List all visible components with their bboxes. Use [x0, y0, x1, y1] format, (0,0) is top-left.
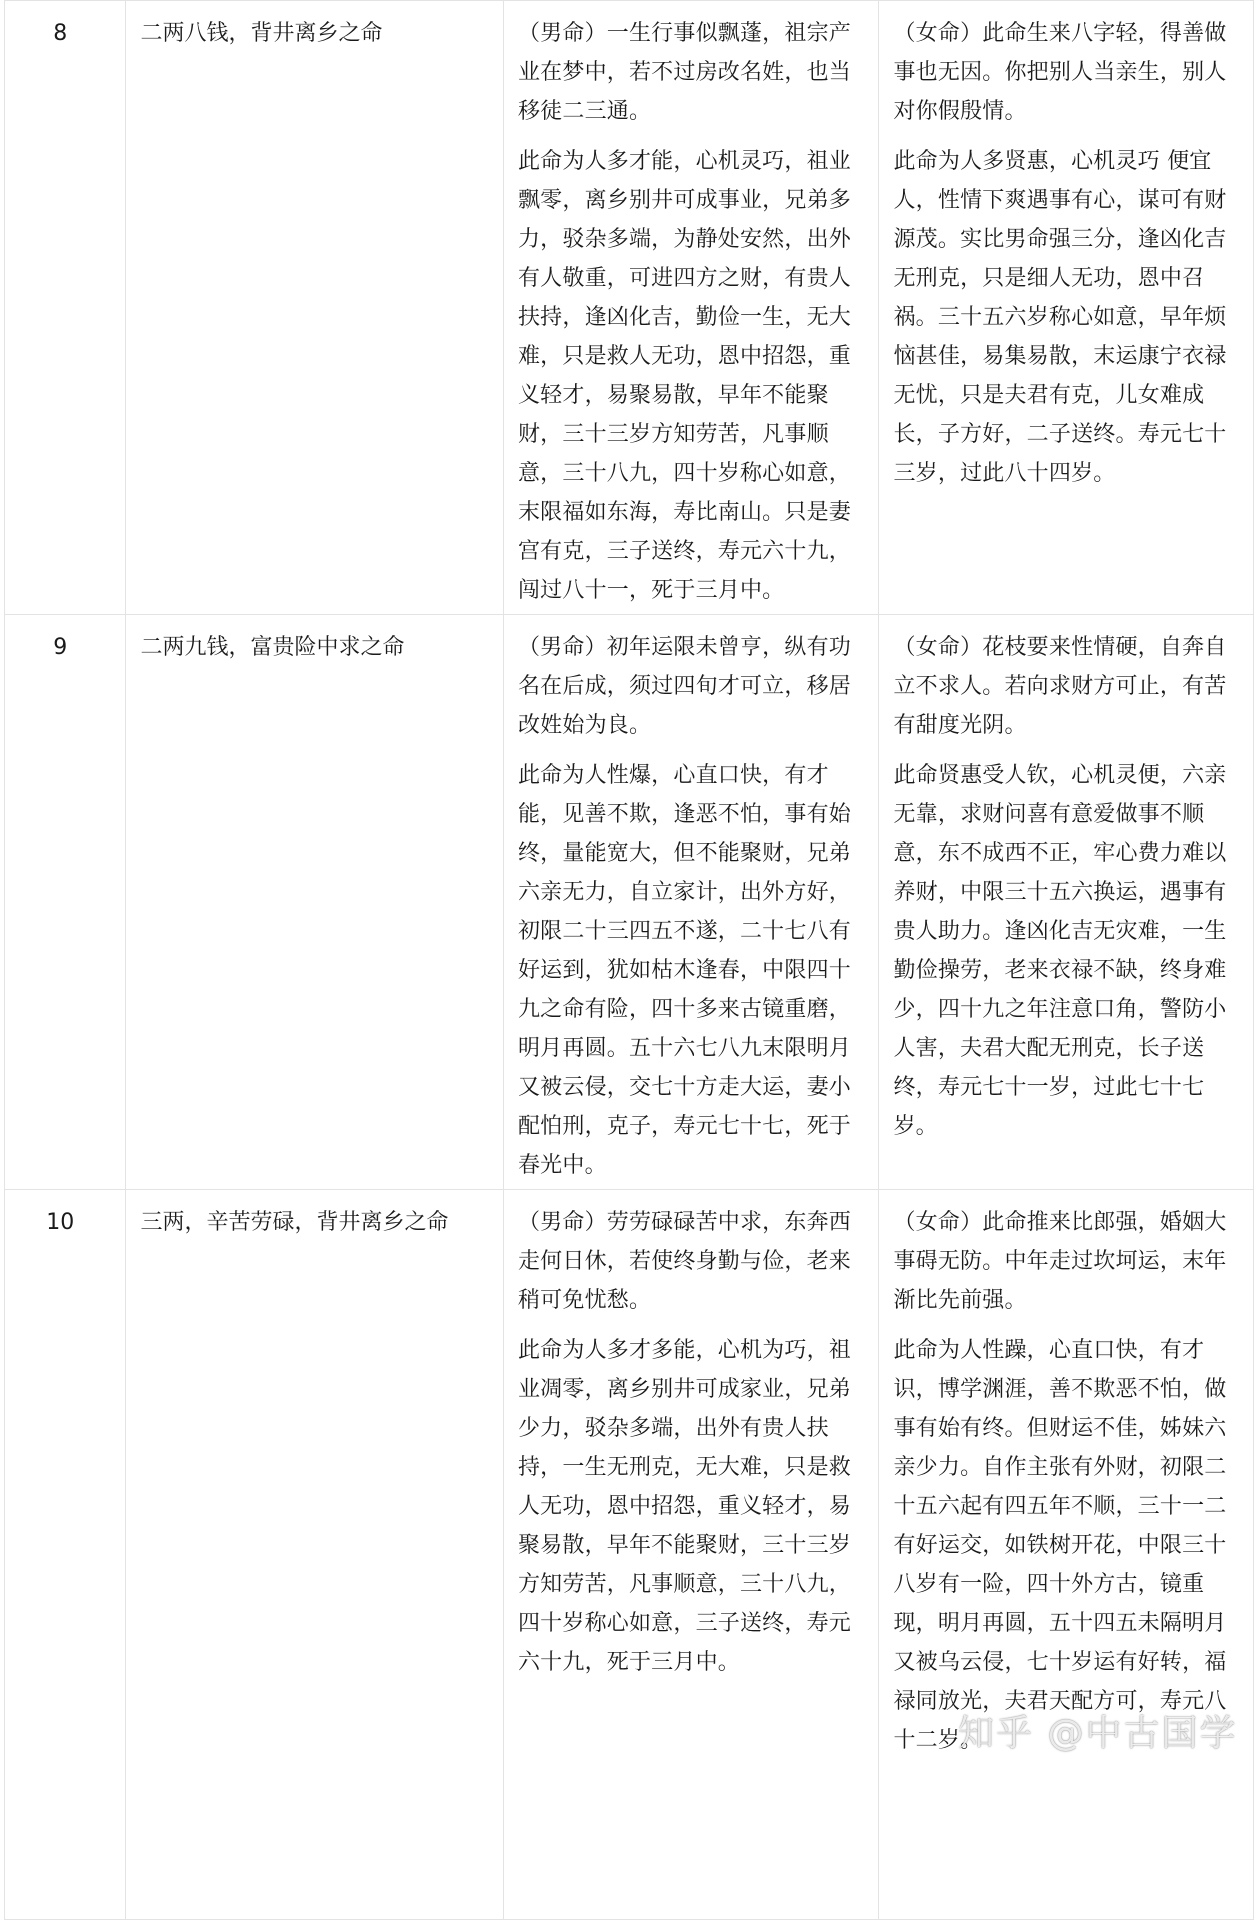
male-poem: （男命）初年运限未曾亨，纵有功名在后成，须过四旬才可立，移居改姓始为良。	[517, 635, 851, 738]
male-poem: （男命）劳劳碌碌苦中求，东奔西走何日休，若使终身勤与俭，老来稍可免忧愁。	[517, 1210, 851, 1313]
female-fortune-cell	[879, 1, 1254, 615]
male-detail: 此命为人多才能，心机灵巧，祖业飘零，离乡别井可成事业，兄弟多力，驳杂多端，为静处安然，出外有人敬重，可进四方之财，有贵人扶持，逢凶化吉，勤俭一生，无大难，只是救人无功，恩中招怨，重义轻才，易聚易散，早年不能聚财，三十三岁方知劳苦，凡事顺意，三十八九，四十岁称心如意，末限福如东海，寿比南山。只是妻宫有克，三子送终，寿元六十九，闯过八十一，死于三月中。	[517, 149, 851, 603]
male-fortune-cell	[503, 1190, 879, 1920]
male-fortune-cell	[503, 1, 879, 615]
row-number	[5, 615, 126, 1190]
table-row	[5, 615, 1254, 1190]
weight-cell: 二两八钱，背井离乡之命	[126, 1, 504, 615]
table-row	[5, 1, 1254, 615]
female-detail: 此命为人性躁，心直口快，有才识，博学渊涯，善不欺恶不怕，做事有始有终。但财运不佳，姊妹六亲少力。自作主张有外财，初限二十五六起有四五年不顺，三十一二有好运交，如铁树开花，中限三十八岁有一险，四十外方古，镜重现，明月再圆，五十四五未隔明月又被乌云侵，七十岁运有好转，福禄同放光，夫君天配方可，寿元八十二岁。	[893, 1338, 1227, 1753]
row-number	[5, 1190, 126, 1920]
female-detail: 此命为人多贤惠，心机灵巧 便宜人，性情下爽遇事有心，谋可有财源茂。实比男命强三分，逢凶化吉无刑克，只是细人无功，恩中召祸。三十五六岁称心如意，早年烦恼甚佳，易集易散，末运康宁衣禄无忧，只是夫君有克，儿女难成长，子方好，二子送终。寿元七十三岁，过此八十四岁。	[893, 149, 1227, 486]
fortune-table	[4, 0, 1254, 1920]
female-poem: （女命）此命生来八字轻，得善做事也无因。你把别人当亲生，别人对你假殷情。	[893, 21, 1227, 124]
row-number-text: 8	[53, 21, 68, 46]
male-poem: （男命）一生行事似飘蓬，祖宗产业在梦中，若不过房改名姓，也当移徒二三通。	[517, 21, 851, 124]
weight-cell: 三两，辛苦劳碌，背井离乡之命	[126, 1190, 504, 1920]
male-fortune-cell	[503, 615, 879, 1190]
female-fortune-cell	[879, 615, 1254, 1190]
weight-cell: 二两九钱，富贵险中求之命	[126, 615, 504, 1190]
row-number-text: 10	[46, 1210, 75, 1235]
row-number	[5, 1, 126, 615]
table-row	[5, 1190, 1254, 1920]
female-poem: （女命）此命推来比郎强，婚姻大事碍无防。中年走过坎坷运，末年渐比先前强。	[893, 1210, 1227, 1313]
female-detail: 此命贤惠受人钦，心机灵便，六亲无靠，求财问喜有意爱做事不顺意，东不成西不正，牢心费力难以养财，中限三十五六换运，遇事有贵人助力。逢凶化吉无灾难，一生勤俭操劳，老来衣禄不缺，终身难少，四十九之年注意口角，警防小人害，夫君大配无刑克，长子送终，寿元七十一岁，过此七十七岁。	[893, 763, 1227, 1139]
watermark: 知乎 @中古国学	[958, 1713, 1238, 1754]
male-detail: 此命为人多才多能，心机为巧，祖业凋零，离乡别井可成家业，兄弟少力，驳杂多端，出外有贵人扶持，一生无刑克，无大难，只是救人无功，恩中招怨，重义轻才，易聚易散，早年不能聚财，三十三岁方知劳苦，凡事顺意，三十八九，四十岁称心如意，三子送终，寿元六十九，死于三月中。	[517, 1338, 851, 1675]
female-fortune-cell	[879, 1190, 1254, 1920]
female-poem: （女命）花枝要来性情硬，自奔自立不求人。若向求财方可止，有苦有甜度光阴。	[893, 635, 1227, 738]
male-detail: 此命为人性爆，心直口快，有才能，见善不欺，逢恶不怕，事有始终，量能宽大，但不能聚财，兄弟六亲无力，自立家计，出外方好，初限二十三四五不遂，二十七八有好运到，犹如枯木逢春，中限四十九之命有险，四十多来古镜重磨，明月再圆。五十六七八九末限明月又被云侵，交七十方走大运，妻小配怕刑，克子，寿元七十七，死于春光中。	[517, 763, 851, 1178]
row-number-text: 9	[53, 635, 68, 660]
